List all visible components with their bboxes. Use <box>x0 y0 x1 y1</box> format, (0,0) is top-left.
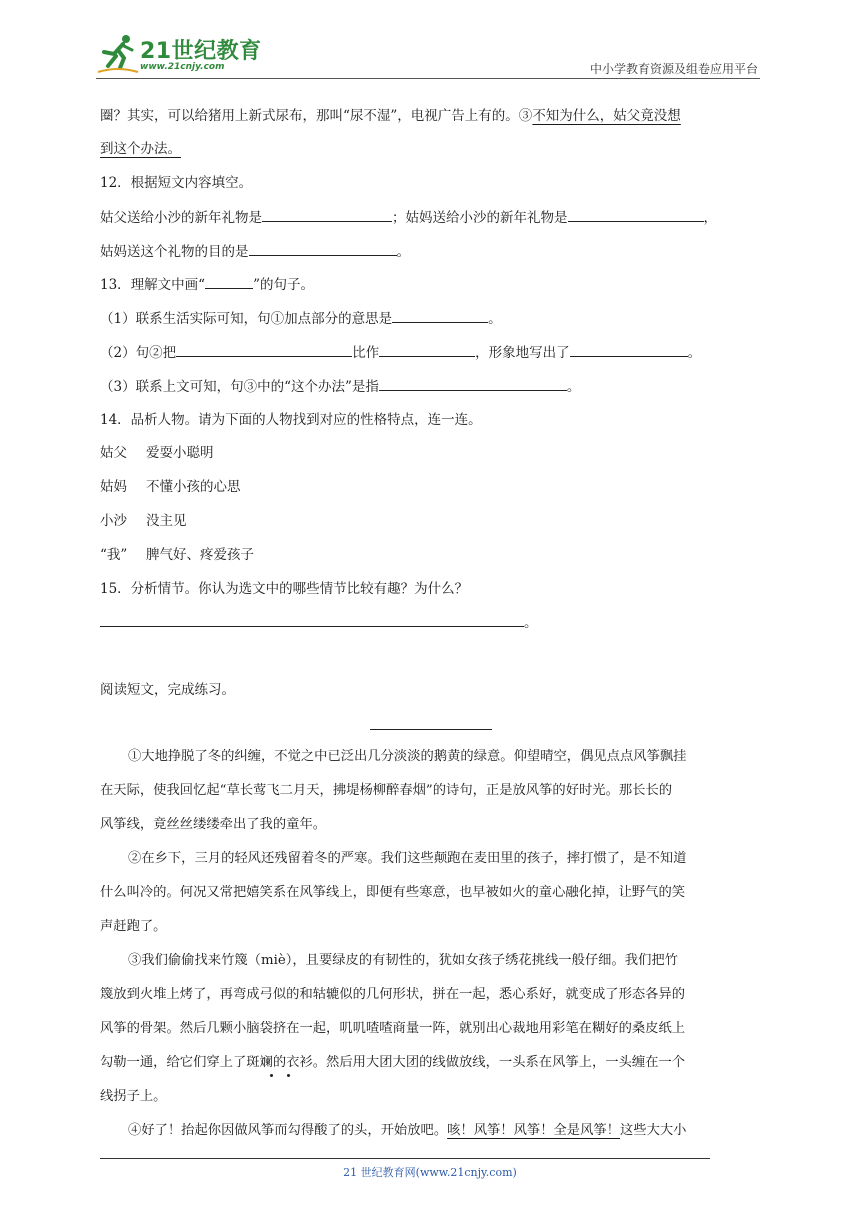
answer-blank[interactable] <box>379 342 475 357</box>
q13-text: 13．理解文中画“ <box>100 277 206 293</box>
logo-text: 21世纪教育 <box>140 39 262 64</box>
passage-text: ③我们偷偷找来竹篾（miè），且要绿皮的有韧性的，犹如女孩子绣花挑线一般仔细。我们把竹 <box>128 953 678 968</box>
q13-text-end: ”的句子。 <box>253 277 314 293</box>
paragraph-3-line <box>100 985 764 1005</box>
q12-prompt-d: 姑妈送这个礼物的目的是 <box>100 244 249 260</box>
passage-text: 风筝线，竟丝丝缕缕牵出了我的童年。 <box>100 817 327 832</box>
underlined-sentence: 咳！风筝！风筝！全是风筝！ <box>447 1123 620 1138</box>
q13-3-prompt: （3）联系上文可知，句③中的“这个办法”是指 <box>100 379 379 395</box>
match-row <box>100 545 764 565</box>
cont-text: 圈？其实，可以给猪用上新式尿布，那叫“尿不湿”，电视广告上有的。③ <box>100 108 533 124</box>
passage-text: ④好了！抬起你因做风筝而勾得酸了的头，开始放吧。 <box>128 1123 448 1138</box>
match-person[interactable]: “我” <box>100 547 128 563</box>
match-row <box>100 477 764 497</box>
passage-text: 声赶跑了。 <box>100 919 167 934</box>
passage-text: 风筝的骨架。然后几颗小脑袋挤在一起，叽叽喳喳商量一阵，就别出心裁地用彩笔在糊好的桑皮纸上 <box>100 1021 686 1036</box>
q13-1-period: 。 <box>488 311 502 327</box>
question-13 <box>100 274 764 295</box>
match-person[interactable]: 姑父 <box>100 445 127 461</box>
question-14 <box>100 410 764 430</box>
passage-text: 线拐子上。 <box>100 1089 167 1104</box>
passage-text: 这些大大小 <box>619 1123 687 1138</box>
passage-text: ②在乡下，三月的轻风还残留着冬的严寒。我们这些颠跑在麦田里的孩子，摔打惯了，是不知道 <box>128 851 687 866</box>
reading-intro <box>100 680 764 700</box>
answer-blank[interactable] <box>176 342 352 357</box>
q13-3-period: 。 <box>566 379 581 395</box>
paragraph-4-line <box>128 1121 764 1141</box>
paragraph-2-line <box>128 849 764 869</box>
passage-text: ①大地挣脱了冬的纠缠，不觉之中已泛出几分淡淡的鹅黄的绿意。仰望晴空，偶见点点风筝飘挂 <box>128 749 687 764</box>
intro-text: 阅读短文，完成练习。 <box>100 682 235 698</box>
q13-part-1 <box>100 308 764 329</box>
underlined-sentence: 不知为什么，姑父竟没想 <box>532 108 681 124</box>
page-header <box>96 28 760 80</box>
q13-part-2 <box>100 342 764 363</box>
continuation-line-2 <box>100 139 764 159</box>
question-15 <box>100 579 764 599</box>
match-person[interactable]: 姑妈 <box>100 479 127 495</box>
question-12 <box>100 173 764 193</box>
q15-text: 15．分析情节。你认为选文中的哪些情节比较有趣？为什么？ <box>100 581 469 597</box>
answer-blank[interactable] <box>392 308 488 323</box>
continuation-line-1 <box>100 106 764 126</box>
q15-answer-line <box>100 612 764 633</box>
q12-line-1 <box>100 207 764 228</box>
answer-blank[interactable] <box>379 376 567 391</box>
q12-text: 12．根据短文内容填空。 <box>100 175 253 191</box>
paragraph-1-line <box>128 747 764 767</box>
match-trait[interactable]: 不懂小孩的心思 <box>146 479 241 495</box>
answer-blank[interactable] <box>100 612 524 627</box>
match-row <box>100 443 764 463</box>
q13-2-prompt-c: ，形象地写出了 <box>475 345 570 361</box>
q12-prompt-a: 姑父送给小沙的新年礼物是 <box>100 210 262 226</box>
underlined-sentence-end: 到这个办法。 <box>100 141 181 157</box>
passage-text: 什么叫冷的。何况又常把嬉笑系在风筝线上，即便有些寒意，也早被如火的童心融化掉，让野气的笑 <box>100 885 686 900</box>
match-row <box>100 511 764 531</box>
header-divider <box>96 78 760 79</box>
site-logo[interactable] <box>96 32 276 76</box>
paragraph-1-line <box>100 815 764 835</box>
q12-comma: ， <box>703 210 717 226</box>
platform-name: 中小学教育资源及组卷应用平台 <box>589 62 758 76</box>
paragraph-3-line <box>128 951 764 971</box>
match-trait[interactable]: 脾气好、疼爱孩子 <box>146 547 254 563</box>
q13-2-prompt-a: （2）句②把 <box>100 345 177 361</box>
running-figure-icon <box>96 32 140 76</box>
q13-2-prompt-b: 比作 <box>352 345 380 361</box>
match-trait[interactable]: 没主见 <box>146 513 187 529</box>
passage-text: 在天际，使我回忆起“草长莺飞二月天，拂堤杨柳醉春烟”的诗句，正是放风筝的好时光。那长长的 <box>100 783 673 798</box>
match-trait[interactable]: 爱耍小聪明 <box>146 445 214 461</box>
emphasis-dot <box>270 1074 273 1077</box>
passage-text: 勾勒一通，给它们穿上了斑斓的衣衫。然后用大团大团的线做放线，一头系在风筝上，一头缠在一个 <box>100 1055 686 1070</box>
logo-url: www.21cnjy.com <box>140 62 225 72</box>
answer-blank[interactable] <box>568 207 704 222</box>
page-footer[interactable]: 21 世纪教育网(www.21cnjy.com) <box>343 1166 517 1179</box>
paragraph-3-line <box>100 1053 764 1073</box>
q12-period: 。 <box>396 244 410 260</box>
paragraph-1-line <box>100 781 764 801</box>
paragraph-2-line <box>100 917 764 937</box>
title-blank[interactable] <box>370 729 492 730</box>
quote-blank <box>205 274 253 289</box>
paragraph-3-line <box>100 1087 764 1107</box>
passage-text: 篾放到火堆上烤了，再弯成弓似的和轱辘似的几何形状，拼在一起，悉心系好，就变成了形态各异的 <box>100 987 686 1002</box>
q14-text: 14．品析人物。请为下面的人物找到对应的性格特点，连一连。 <box>100 412 482 428</box>
q13-part-3 <box>100 376 764 397</box>
q15-period: 。 <box>524 615 538 631</box>
footer-divider <box>100 1158 710 1159</box>
match-person[interactable]: 小沙 <box>100 513 127 529</box>
q13-2-period: 。 <box>687 345 702 361</box>
q13-1-prompt: （1）联系生活实际可知，句①加点部分的意思是 <box>100 311 393 327</box>
q12-prompt-b: ；姑妈送给小沙的新年礼物是 <box>392 210 568 226</box>
paragraph-3-line <box>100 1019 764 1039</box>
answer-blank[interactable] <box>249 241 397 256</box>
answer-blank[interactable] <box>262 207 392 222</box>
q12-line-2 <box>100 241 764 262</box>
emphasis-dot <box>287 1074 290 1077</box>
paragraph-2-line <box>100 883 764 903</box>
answer-blank[interactable] <box>570 342 688 357</box>
